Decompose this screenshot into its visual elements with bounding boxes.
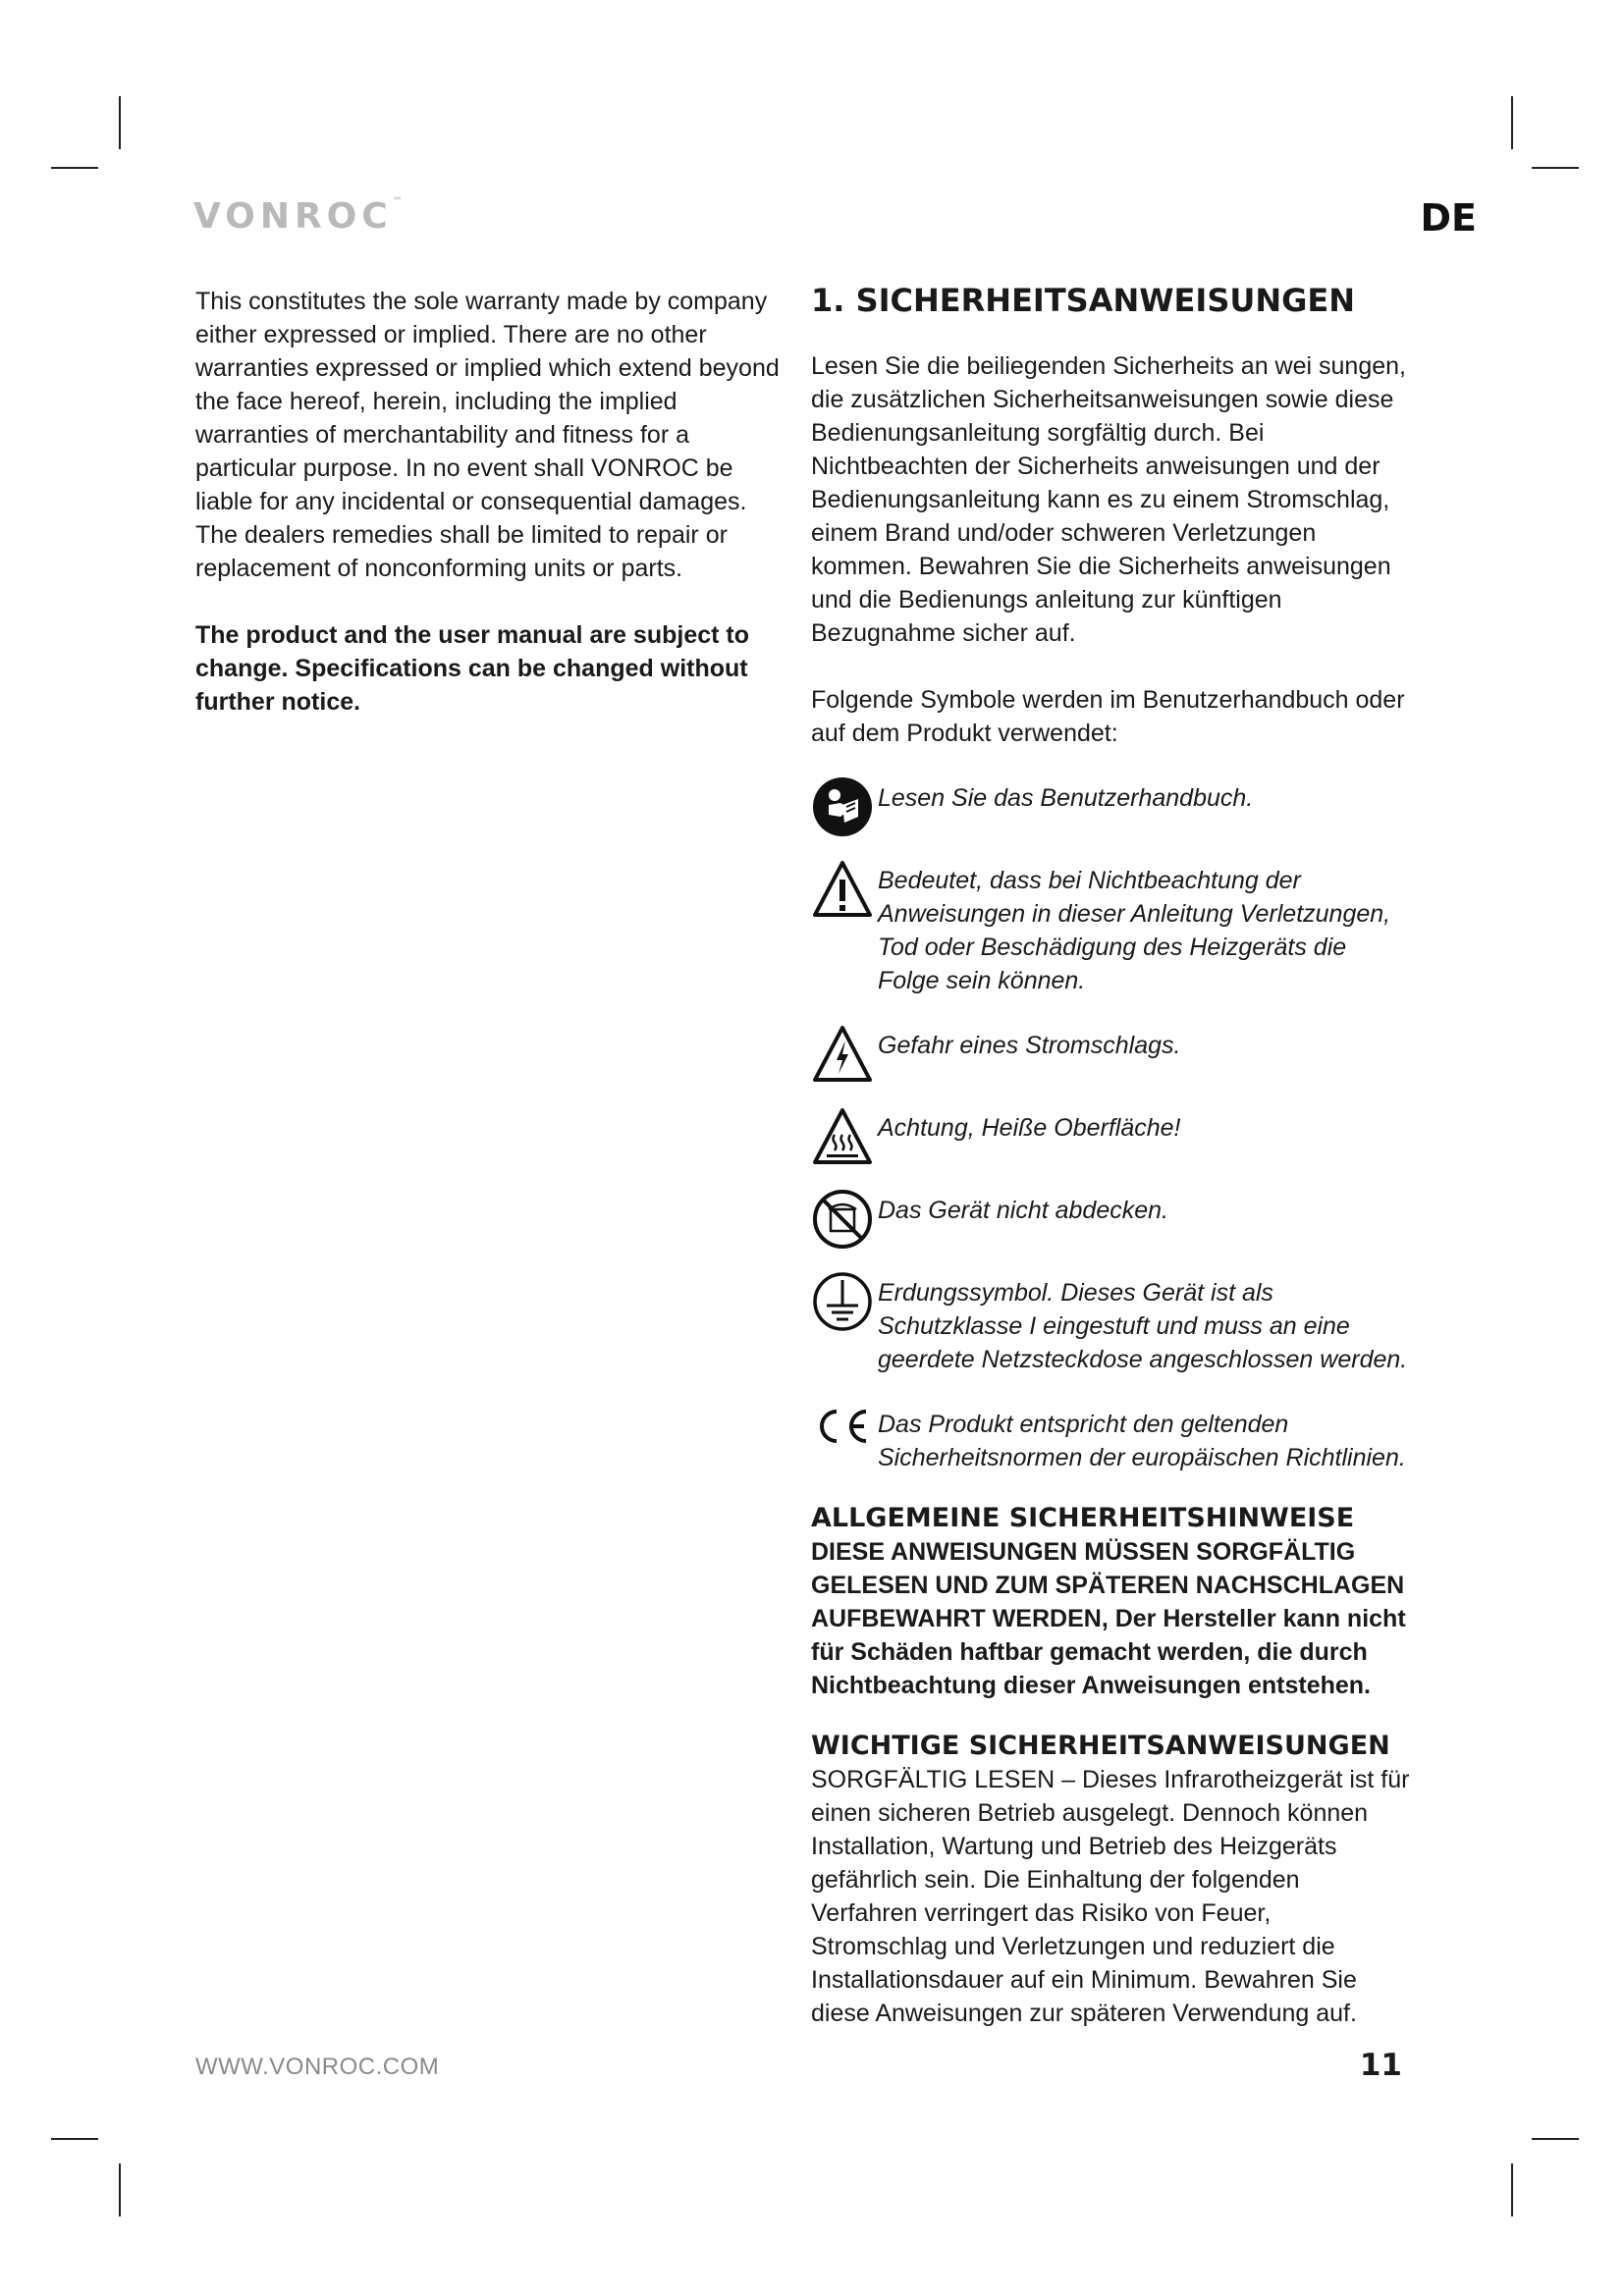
brand-name: VONROC — [193, 196, 393, 237]
change-notice: The product and the user manual are subject to change. Specifications can be changed without further notice. — [195, 621, 749, 716]
crop-mark — [1532, 2138, 1579, 2140]
general-safety-title: ALLGEMEINE SICHERHEITSHINWEISE — [811, 1503, 1355, 1533]
symbol-text: Erdungssymbol. Dieses Gerät ist als Schutzklasse I eingestuft und muss an eine geerdete Netzsteckdose angeschlossen werden. — [878, 1279, 1408, 1373]
right-column — [811, 279, 1410, 2030]
brand-logo — [193, 196, 403, 237]
symbol-text: Lesen Sie das Benutzerhandbuch. — [878, 784, 1254, 812]
crop-mark — [1532, 167, 1579, 169]
symbol-text: Gefahr eines Stromschlags. — [878, 1032, 1181, 1059]
warranty-paragraph: This constitutes the sole warranty made by company either expressed or implied. There are no other warranties expressed or implied which extend beyond the face hereof, herein, including the implied warranties of merchantability and fitness for a particular purpose. In no event shall VONROC be liable for any incidental or consequential damages. The dealers remedies shall be limited to repair or replacement of nonconforming units or parts. — [195, 288, 780, 582]
important-safety-title: WICHTIGE SICHERHEITSANWEISUNGEN — [811, 1731, 1390, 1761]
crop-mark — [119, 2163, 121, 2216]
symbol-item — [811, 775, 1410, 838]
crop-mark — [1511, 2163, 1513, 2216]
symbols-intro: Folgende Symbole werden im Benutzerhandbuch oder auf dem Produkt verwendet: — [811, 686, 1405, 747]
crop-mark — [1511, 96, 1513, 149]
do-not-cover-icon — [811, 1188, 878, 1251]
symbol-item — [811, 1402, 1410, 1474]
symbol-text: Das Produkt entspricht den geltenden Sicherheitsnormen der europäischen Richtlinien. — [878, 1411, 1406, 1471]
symbol-text: Das Gerät nicht abdecken. — [878, 1197, 1168, 1224]
section-title: 1. SICHERHEITSANWEISUNGEN — [811, 282, 1356, 319]
crop-mark — [51, 167, 98, 169]
symbol-text: Bedeutet, dass bei Nichtbeachtung der Anweisungen in dieser Anleitung Verletzungen, Tod oder Beschädigung des Heizgeräts die Folge sein können. — [878, 867, 1391, 994]
earth-ground-icon — [811, 1270, 878, 1333]
crop-mark — [119, 96, 121, 149]
language-code: DE — [1420, 196, 1477, 240]
read-manual-icon — [811, 775, 878, 838]
page-number: 11 — [1359, 2048, 1402, 2083]
symbol-list — [811, 775, 1410, 1474]
warning-icon — [811, 858, 878, 921]
important-safety-text: SORGFÄLTIG LESEN – Dieses Infrarotheizgerät ist für einen sicheren Betrieb ausgelegt. Dennoch können Installation, Wartung und Betrieb des Heizgeräts gefährlich sein. Die Einhaltung der folgenden Verfahren verringert das Risiko von Feuer, Stromschlag und Verletzungen und reduziert die Installationsdauer auf ein Minimum. Bewahren Sie diese Anweisungen zur späteren Verwendung auf. — [811, 1766, 1410, 2027]
symbol-item — [811, 1105, 1410, 1168]
left-column — [195, 285, 785, 719]
electric-shock-icon — [811, 1023, 878, 1086]
symbol-item — [811, 858, 1410, 997]
general-safety-text: DIESE ANWEISUNGEN MÜSSEN SORGFÄLTIG GELESEN UND ZUM SPÄTEREN NACHSCHLAGEN AUFBEWAHRT WERDEN, Der Hersteller kann nicht für Schäden haftbar gemacht werden, die durch Nichtbeachtung dieser Anweisungen entstehen. — [811, 1538, 1406, 1699]
ce-mark-icon — [811, 1402, 878, 1465]
symbol-text: Achtung, Heiße Oberfläche! — [878, 1114, 1181, 1142]
symbol-item — [811, 1188, 1410, 1251]
symbol-item — [811, 1270, 1410, 1376]
hot-surface-icon — [811, 1105, 878, 1168]
symbol-item — [811, 1023, 1410, 1086]
brand-trademark: ™ — [392, 196, 403, 207]
crop-mark — [51, 2138, 98, 2140]
intro-paragraph: Lesen Sie die beiliegenden Sicherheits an wei sungen, die zusätzlichen Sicherheitsanweisungen sowie diese Bedienungsanleitung sorgfältig durch. Bei Nichtbeachten der Sicherheits anweisungen und der Bedienungsanleitung kann es zu einem Stromschlag, einem Brand und/oder schweren Verletzungen kommen. Bewahren Sie die Sicherheits anweisungen und die Bedienungs anleitung zur künftigen Bezugnahme sicher auf. — [811, 352, 1406, 647]
footer-url: WWW.VONROC.COM — [195, 2054, 440, 2080]
